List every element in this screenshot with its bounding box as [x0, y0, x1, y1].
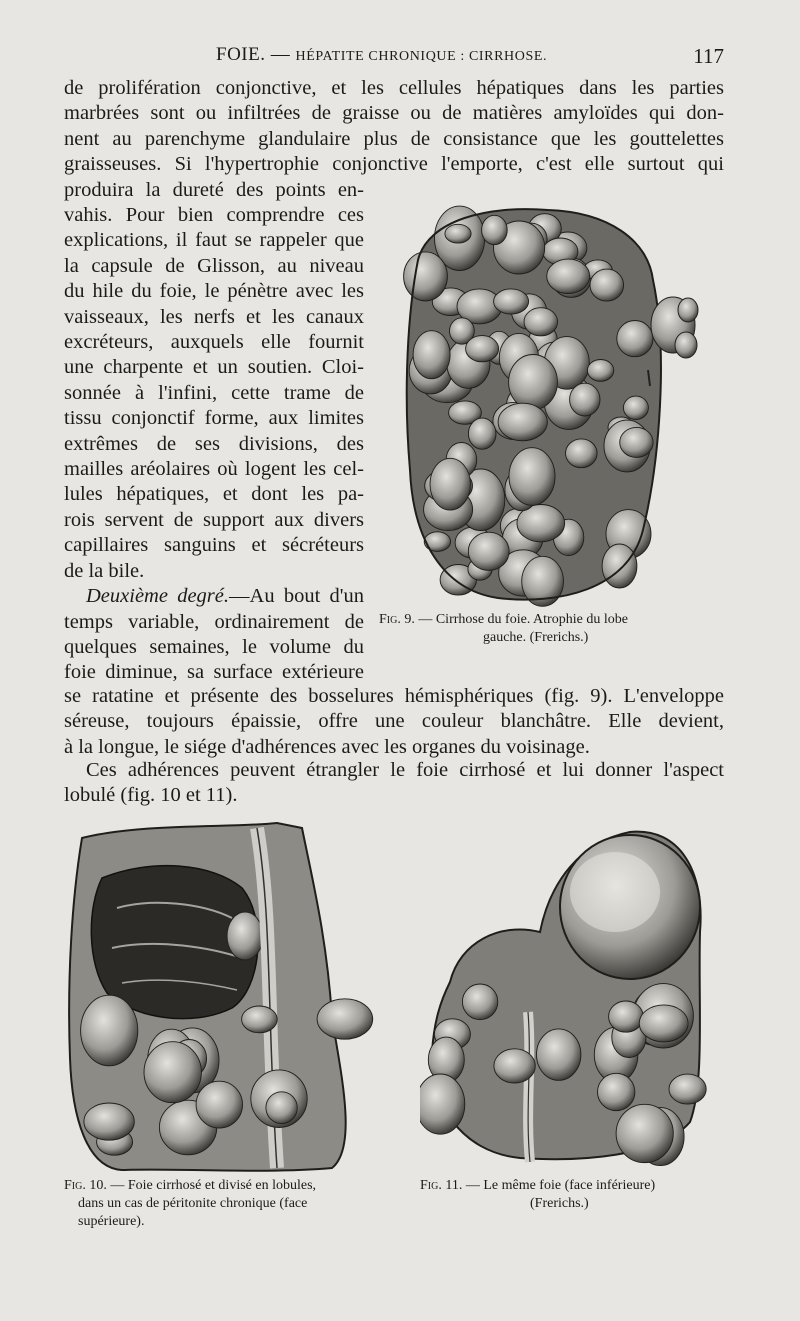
paragraph-1-full	[64, 76, 724, 178]
liver-nodule	[547, 259, 590, 293]
running-title-sub: HÉPATITE CHRONIQUE : CIRRHOSE.	[295, 49, 548, 64]
caption-line	[420, 1177, 720, 1195]
liver-nodule	[242, 1006, 278, 1033]
liver-nodule	[570, 383, 600, 416]
text-line: vahis. Pour bien comprendre ces	[64, 204, 364, 226]
figure-9-cirrhotic-liver-engraving	[398, 200, 708, 610]
liver-nodule	[639, 1005, 688, 1042]
text-line: foie diminue, sa surface extérieure	[64, 661, 364, 684]
liver-nodule	[420, 1074, 465, 1134]
running-title	[216, 44, 547, 66]
figure-label: Fig. 11.	[420, 1178, 463, 1193]
caption-line: supérieure).	[78, 1214, 145, 1229]
page-number: 117	[693, 44, 724, 68]
liver-nodule	[669, 1074, 706, 1104]
liver-nodule	[509, 448, 555, 506]
figure-10-caption	[64, 1177, 394, 1231]
text-line: lules hépatiques, et dont les pa-	[64, 483, 364, 506]
caption-text: — Foie cirrhosé et divisé en lobules,	[106, 1178, 317, 1193]
text-line: lobulé (fig. 10 et 11).	[64, 784, 238, 807]
text-line: du hile du foie, le pénètre avec les	[64, 280, 364, 303]
liver-nodule	[445, 224, 471, 243]
text-line: une charpente et un soutien. Cloi-	[64, 356, 364, 379]
figure-10-lobulated-liver-upper-face	[62, 818, 382, 1174]
liver-nodule	[430, 458, 470, 510]
caption-text: — Le même foie (face inférieure)	[462, 1178, 656, 1193]
liver-nodule	[404, 252, 448, 301]
liver-nodule	[587, 360, 613, 382]
text-line: produira la dureté des points en-	[64, 178, 364, 201]
text-line: de la bile.	[64, 559, 145, 582]
text-line	[64, 584, 364, 609]
liver-nodule	[537, 1029, 581, 1080]
text-line: la capsule de Glisson, au niveau	[64, 254, 364, 277]
text-line: se ratatine et présente des bosselures hémisphériques (fig. 9). L'enveloppe	[64, 685, 724, 707]
liver-nodule	[84, 1103, 134, 1140]
figure-label: Fig. 10.	[64, 1178, 107, 1193]
liver-nodule	[482, 215, 508, 244]
liver-nodule	[466, 336, 499, 362]
paragraph-2-full	[64, 684, 724, 760]
text-line: séreuse, toujours épaissie, offre une couleur blanchâtre. Elle devient,	[64, 710, 724, 733]
text-line: nent au parenchyme glandulaire plus de consistance que les gouttelettes	[64, 127, 724, 150]
caption-line: (Frerichs.)	[530, 1196, 589, 1211]
liver-nodule	[494, 1049, 535, 1083]
liver-nodule	[468, 418, 496, 449]
liver-nodule	[509, 355, 558, 410]
text-line: rois servent de support aux divers	[64, 508, 364, 531]
section-heading-deuxieme-degre: Deuxième degré.	[86, 585, 230, 608]
text-line: excréteurs, auxquels elle fournit	[64, 331, 364, 354]
liver-nodule	[590, 269, 624, 301]
text-line: Ces adhérences peuvent étrangler le foie cirrhosé et lui donner l'aspect	[86, 759, 724, 781]
liver-nodule	[616, 1104, 673, 1162]
text-line: de prolifération conjonctive, et les cellules hépatiques dans les parties	[64, 77, 724, 99]
liver-nodule	[602, 544, 637, 588]
text-line: graisseuses. Si l'hypertrophie conjonctive l'emporte, c'est elle surtout qui	[64, 153, 724, 176]
caption-line: dans un cas de péritonite chronique (face	[78, 1196, 308, 1211]
caption-text: — Cirrhose du foie. Atrophie du lobe	[414, 612, 628, 627]
text-line: sonnée à l'infini, cette trame de	[64, 381, 364, 404]
liver-nodule	[620, 427, 653, 457]
text-line: à la longue, le siége d'adhérences avec les organes du voisinage.	[64, 735, 590, 758]
liver-nodule	[462, 984, 497, 1020]
liver-nodule	[598, 1073, 635, 1110]
text-line: quelques semaines, le volume du	[64, 635, 364, 658]
liver-nodule	[524, 308, 558, 336]
liver-nodule	[468, 532, 509, 570]
text-line: explications, il faut se rappeler que	[64, 229, 364, 252]
paragraph-1-narrow	[64, 178, 364, 686]
text-line: vaisseaux, les nerfs et les canaux	[64, 305, 364, 328]
figure-11-lobulated-liver-lower-face	[420, 822, 710, 1170]
liver-nodule	[144, 1042, 201, 1103]
text-line: tissu conjonctif forme, aux limites	[64, 407, 364, 430]
liver-nodule	[81, 995, 138, 1066]
liver-nodule	[623, 396, 648, 419]
caption-line: gauche. (Frerichs.)	[483, 630, 589, 645]
caption-line	[64, 1177, 394, 1195]
liver-nodule	[494, 289, 529, 314]
text-line: temps variable, ordinairement de	[64, 610, 364, 633]
running-header	[64, 44, 724, 74]
paragraph-3	[64, 758, 724, 809]
figure-11-caption	[420, 1177, 720, 1213]
text-fragment: —Au bout d'un	[229, 585, 364, 608]
text-line: marbrées sont ou infiltrées de graisse ou de matières amyloïdes qui don-	[64, 102, 724, 125]
liver-nodule	[266, 1092, 297, 1124]
liver-nodule	[196, 1081, 242, 1128]
text-line: capillaires sanguins et sécréteurs	[64, 534, 364, 557]
liver-nodule	[566, 439, 598, 468]
figure-9-caption	[379, 611, 724, 647]
liver-nodule	[317, 999, 373, 1039]
liver-nodule	[498, 403, 547, 441]
liver-nodule	[617, 321, 653, 357]
figure-label: Fig. 9.	[379, 612, 415, 627]
text-line: extrêmes de ses divisions, des	[64, 432, 364, 455]
text-line: mailles aréolaires où logent les cel-	[64, 458, 364, 481]
running-title-main: FOIE. —	[216, 44, 296, 65]
caption-line	[379, 611, 724, 629]
liver-nodule	[609, 1001, 644, 1032]
liver-nodule	[413, 331, 450, 379]
